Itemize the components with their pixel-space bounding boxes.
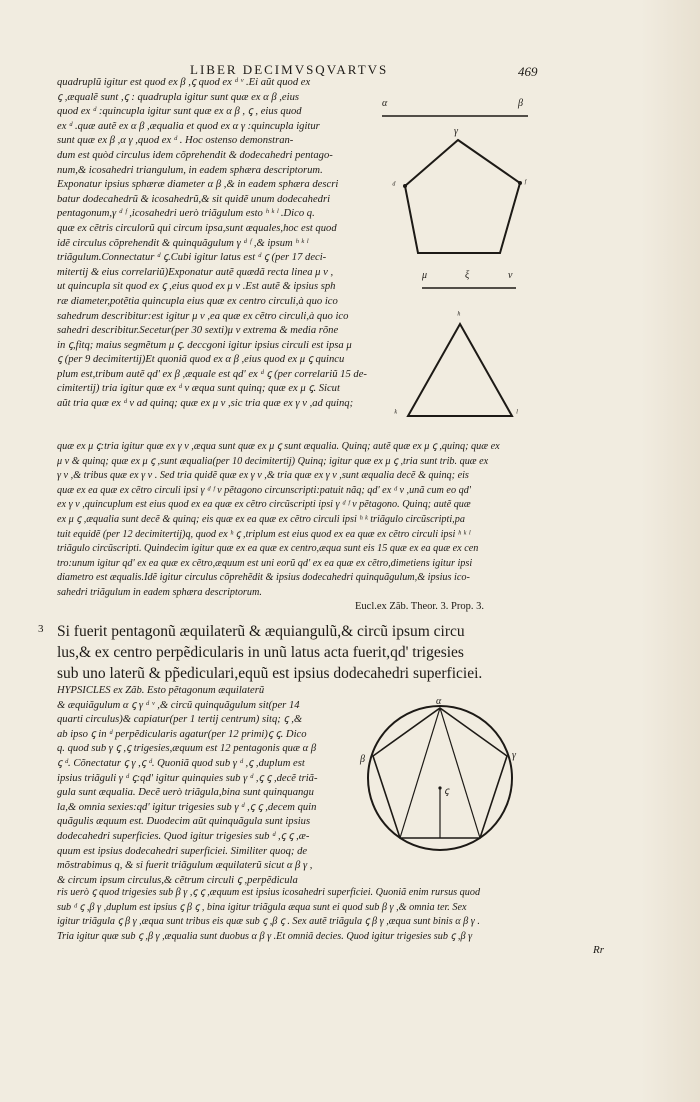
label-circle-right: γ bbox=[512, 750, 516, 761]
text-line: pentagonum,γ ᵈ ᶠ ,icosahedri uerò triãgulum esto ʰ ᵏ ˡ .Dico q. bbox=[57, 208, 315, 220]
text-line: ꞔ ,æqualẽ sunt ,ꞔ : quadrupla igitur sunt quæ ex α β ,eius bbox=[57, 91, 300, 103]
label-pentagon-top: γ bbox=[454, 126, 458, 137]
text-line: igitur triãgula ꞔ β γ ,æqua sunt tribus eis quæ sub ꞔ ,β ꞔ . Sex autẽ triãgula ꞔ β γ ,æqua sunt binis α β γ . bbox=[57, 916, 480, 928]
label-a: α bbox=[382, 98, 388, 109]
text-column-hypsicles bbox=[57, 684, 367, 888]
label-b: β bbox=[518, 98, 523, 109]
text-line: quæ ex ea quæ ex cẽtro circuli ipsi γ ᵈ ᶠ ν pẽtagono circunscripti:patuit nãq; qd' ex ᵈ ν ,unã cum eo qd' bbox=[57, 484, 471, 496]
section-marker: 3 bbox=[38, 623, 44, 635]
source-reference bbox=[355, 600, 484, 615]
proposition-statement bbox=[57, 621, 482, 684]
text-line: triãgulo circũscripti. Quindecim igitur quæ ex ea quæ ex centro,æqua sunt eis 15 quæ ex ea quæ ex cen bbox=[57, 543, 479, 555]
label-pentagon-right: ᶠ bbox=[524, 178, 526, 189]
text-line: in ꞔ,fitq; maius segmẽtum μ ꞔ. deccgoni igitur ipsius circuli est ipsa μ bbox=[57, 339, 352, 351]
text-line: mitertij & eius correlariũ)Exponatur autẽ quædã recta linea μ ν , bbox=[57, 266, 334, 278]
text-line: quadruplũ igitur est quod ex β ,ꞔ quod ex ᵈ ᵛ .Ei aũt quod ex bbox=[57, 77, 311, 88]
text-line: aũt tria quæ ex ᵈ ν ad quinq; quæ ex μ ν ,sic tria quæ ex γ ν ,ad quinq; bbox=[57, 398, 354, 410]
label-triangle-top: ʰ bbox=[457, 310, 460, 321]
text-line: cimitertij) tria igitur quæ ex ᵈ ν æqua sunt quinq; quæ ex μ ꞔ. Sicut bbox=[57, 383, 340, 395]
text-line: quod ex ᵈ :quincupla igitur sunt quæ ex α β , ꞔ , eius quod bbox=[57, 106, 302, 118]
label-circle-left: β bbox=[360, 754, 365, 765]
figure-triangle bbox=[394, 310, 530, 422]
text-line: batur dodecahedrũ & icosahedrũ,& sit quidẽ unum dodecahedri bbox=[57, 193, 331, 205]
text-line: Tria igitur quæ sub ꞔ ,β γ ,æqualia sunt duobus α β γ .Et omniã decies. Quod igitur trigesies sub ꞔ ,β γ bbox=[57, 930, 473, 942]
figure-line-ab bbox=[380, 96, 530, 126]
text-line: HYPSICLES ex Zãb. Esto pẽtagonum æquilaterũ bbox=[57, 685, 265, 696]
page-number: 469 bbox=[518, 64, 538, 79]
text-line: idẽ circulus cõprehendit & quinquãgulum γ ᵈ ᶠ ,& ipsum ʰ ᵏ ˡ bbox=[57, 237, 309, 249]
label-pentagon-left: ᵈ bbox=[392, 180, 396, 191]
figure-pentagon bbox=[392, 126, 540, 258]
text-line: plum est,tribum autẽ qd' ex β ,æquale est qd' ex ᵈ ꞔ (per correlariũ 15 de- bbox=[57, 368, 367, 380]
text-line: ab ipso ꞔ in ᵈ perpẽdicularis agatur(per 12 primi)ꞔ ꞔ. Dico bbox=[57, 728, 307, 740]
text-line: Exponatur ipsius sphæræ diameter α β ,& in eadem sphæra descri bbox=[57, 179, 339, 191]
text-line: gula sunt æqualia. Decẽ uerò triãgula,bina sunt quinquangu bbox=[57, 787, 314, 799]
text-line: lus,& ex centro perpẽdicularis in unũ latus acta fuerit,qd' trigesies bbox=[57, 644, 464, 661]
page-edge-shading bbox=[640, 0, 700, 1102]
text-line: sahedri describitur.Secetur(per 30 sexti)μ ν extrema & media rõne bbox=[57, 325, 339, 337]
text-line: ꞔ ᵈ. Cõnectatur ꞔ γ ,ꞔ ᵈ. Quoniã quod sub γ ᵈ ,ꞔ ,duplum est bbox=[57, 757, 305, 769]
text-line: q. quod sub γ ꞔ ,ꞔ trigesies,æquum est 12 pentagonis quæ α β bbox=[57, 743, 317, 755]
text-line: sub ᵈ ꞔ ,β γ ,duplum est ipsius ꞔ β ꞔ , bina igitur triãgula æqua sunt ei quod sub β γ ,& omnia ter. Sex bbox=[57, 901, 467, 913]
text-line: quæ ex cẽtris circulorũ qui circum ipsa,sunt æquales,hoc est quod bbox=[57, 222, 337, 234]
text-line: diametro est æqualis.Idẽ igitur circulus cõprehẽdit & ipsius dodecahedri quinquãgulum,& ipsius ico- bbox=[57, 572, 470, 584]
running-title: LIBER DECIMVSQVARTVS bbox=[190, 62, 389, 77]
text-line: sahedrum describitur:est igitur μ ν ,ea quæ ex cẽtro circuli,à quo ico bbox=[57, 310, 349, 322]
text-line: triãgulum.Connectatur ᵈ ꞔ.Cubi igitur latus est ᵈ ꞔ (per 17 deci- bbox=[57, 252, 327, 264]
text-line: dodecahedri superficies. Quod igitur trigesies sub ᵈ ,ꞔ ꞔ ,æ- bbox=[57, 830, 310, 842]
text-line: & æquiãgulum α ꞔ γ ᵈ ᵛ ,& circũ quinquãgulum sit(per 14 bbox=[57, 699, 300, 711]
text-line: tro:unum igitur qd' ex ea quæ ex cẽtro,æquum est uni eorũ qd' ex ea quæ ex cẽtro,dimetiens igitur ipsi bbox=[57, 557, 473, 569]
text-line: ex μ ꞔ ,æqualia sunt decẽ & quinq; eis quæ ex ea quæ ex cẽtro circuli ipsi ʰ ᵏ triãgulo circũscripti,pa bbox=[57, 513, 465, 525]
text-full-width-bottom bbox=[57, 886, 555, 944]
catchword: Rr bbox=[593, 944, 604, 956]
figure-line-mn bbox=[420, 268, 520, 294]
text-line: quarti circulus)& capiatur(per 1 tertij centrum) sitq; ꞔ ,& bbox=[57, 714, 303, 726]
text-line: Si fuerit pentagonũ æquilaterũ & æquiangulũ,& circũ ipsum circu bbox=[57, 623, 465, 640]
label-triangle-left: ᵏ bbox=[394, 408, 397, 419]
text-full-width bbox=[57, 440, 555, 601]
label-triangle-right: ˡ bbox=[516, 408, 518, 419]
text-column-top bbox=[57, 76, 377, 412]
text-line: quæ ex μ ꞔ:tria igitur quæ ex γ ν ,æqua sunt quæ ex μ ꞔ sunt æqualia. Quinq; autẽ quæ ex μ ꞔ ,quinq; quæ ex bbox=[57, 441, 500, 452]
text-line: & circum ipsum circulus,& cẽtrum circuli ꞔ ,perpẽdicula bbox=[57, 874, 298, 886]
label-m: μ bbox=[422, 270, 428, 281]
text-line: ꞔ (per 9 decimitertij)Et quoniã quod ex α β ,eius quod ex μ ꞔ quincu bbox=[57, 354, 345, 366]
text-line: ut quincupla sit quod ex ꞔ ,eius quod ex μ ν .Est autẽ & ipsius sph bbox=[57, 281, 336, 293]
text-line: tuit equidẽ (per 12 decimitertij)q, quod ex ʰ ꞔ ,triplum est eius quod ex ea quæ ex cẽtro circuli ipsi ʰ ᵏ ˡ bbox=[57, 528, 471, 540]
text-line: ris uerò ꞔ quod trigesies sub β γ ,ꞔ ꞔ ,æquum est ipsius icosahedri superficiei. Quoniã enim rursus quod bbox=[57, 887, 481, 898]
text-line: la,& omnia sexies:qd' igitur trigesies sub γ ᵈ ,ꞔ ꞔ ,decem quin bbox=[57, 801, 317, 813]
label-circle-center: ꞔ bbox=[444, 786, 449, 797]
text-line: sunt quæ ex β ,α γ ,quod ex ᵈ . Hoc ostenso demonstran- bbox=[57, 135, 294, 147]
label-n: ν bbox=[508, 270, 513, 281]
text-line: ræ diameter,potẽtia quincupla eius quæ ex centro circuli,à quo ico bbox=[57, 295, 338, 307]
text-line: num,& icosahedri triangulum, in eadem sphæra descriptorum. bbox=[57, 164, 323, 176]
text-line: dum est quòd circulus idem cõprehendit & dodecahedri pentago- bbox=[57, 149, 333, 161]
text-line: ex γ ν ,quincuplum est eius quod ex ea quæ ex cẽtro circũscripti ipsi γ ᵈ ᶠ ν pẽtagono. Quinq; autẽ quæ bbox=[57, 499, 471, 511]
figure-circle-pentagon bbox=[360, 696, 522, 860]
text-line: quãgulis æquum est. Duodecim aũt quinquãgula sunt ipsius bbox=[57, 816, 311, 828]
label-circle-top: α bbox=[436, 696, 442, 707]
label-x: ξ bbox=[465, 270, 470, 281]
text-line: sub uno laterũ & pp̃ediculari,equũ est ipsius dodecahedri superficiei. bbox=[57, 665, 483, 682]
text-line: quum est ipsius dodecahedri superficiei. Similiter quoq; de bbox=[57, 845, 308, 857]
text-line: ex ᵈ .quæ autẽ ex α β ,æqualia et quod ex α γ :quincupla igitur bbox=[57, 120, 320, 132]
text-line: sahedri triãgulum in eadem sphæra descriptorum. bbox=[57, 586, 262, 598]
text-line: ipsius triãguli γ ᵈ ꞔ:qd' igitur quinquies sub γ ᵈ ,ꞔ ꞔ ,decẽ triã- bbox=[57, 772, 318, 784]
text-line: μ ν & quinq; quæ ex μ ꞔ ,sunt æqualia(per 10 decimitertij) Quinq; igitur quæ ex μ ꞔ ,tria sunt trib. quæ ex bbox=[57, 455, 489, 467]
text-line: mõstrabimus q, & si fuerit triãgulum æquilaterũ sicut α β γ , bbox=[57, 860, 313, 872]
source-ref-text: Eucl.ex Zãb. Theor. 3. Prop. 3. bbox=[355, 601, 484, 612]
text-line: γ ν ,& tribus quæ ex γ ν . Sed tria quidẽ quæ ex γ ν ,& tria quæ ex γ ν ,sunt æqualia decẽ & quinq; eis bbox=[57, 470, 469, 482]
